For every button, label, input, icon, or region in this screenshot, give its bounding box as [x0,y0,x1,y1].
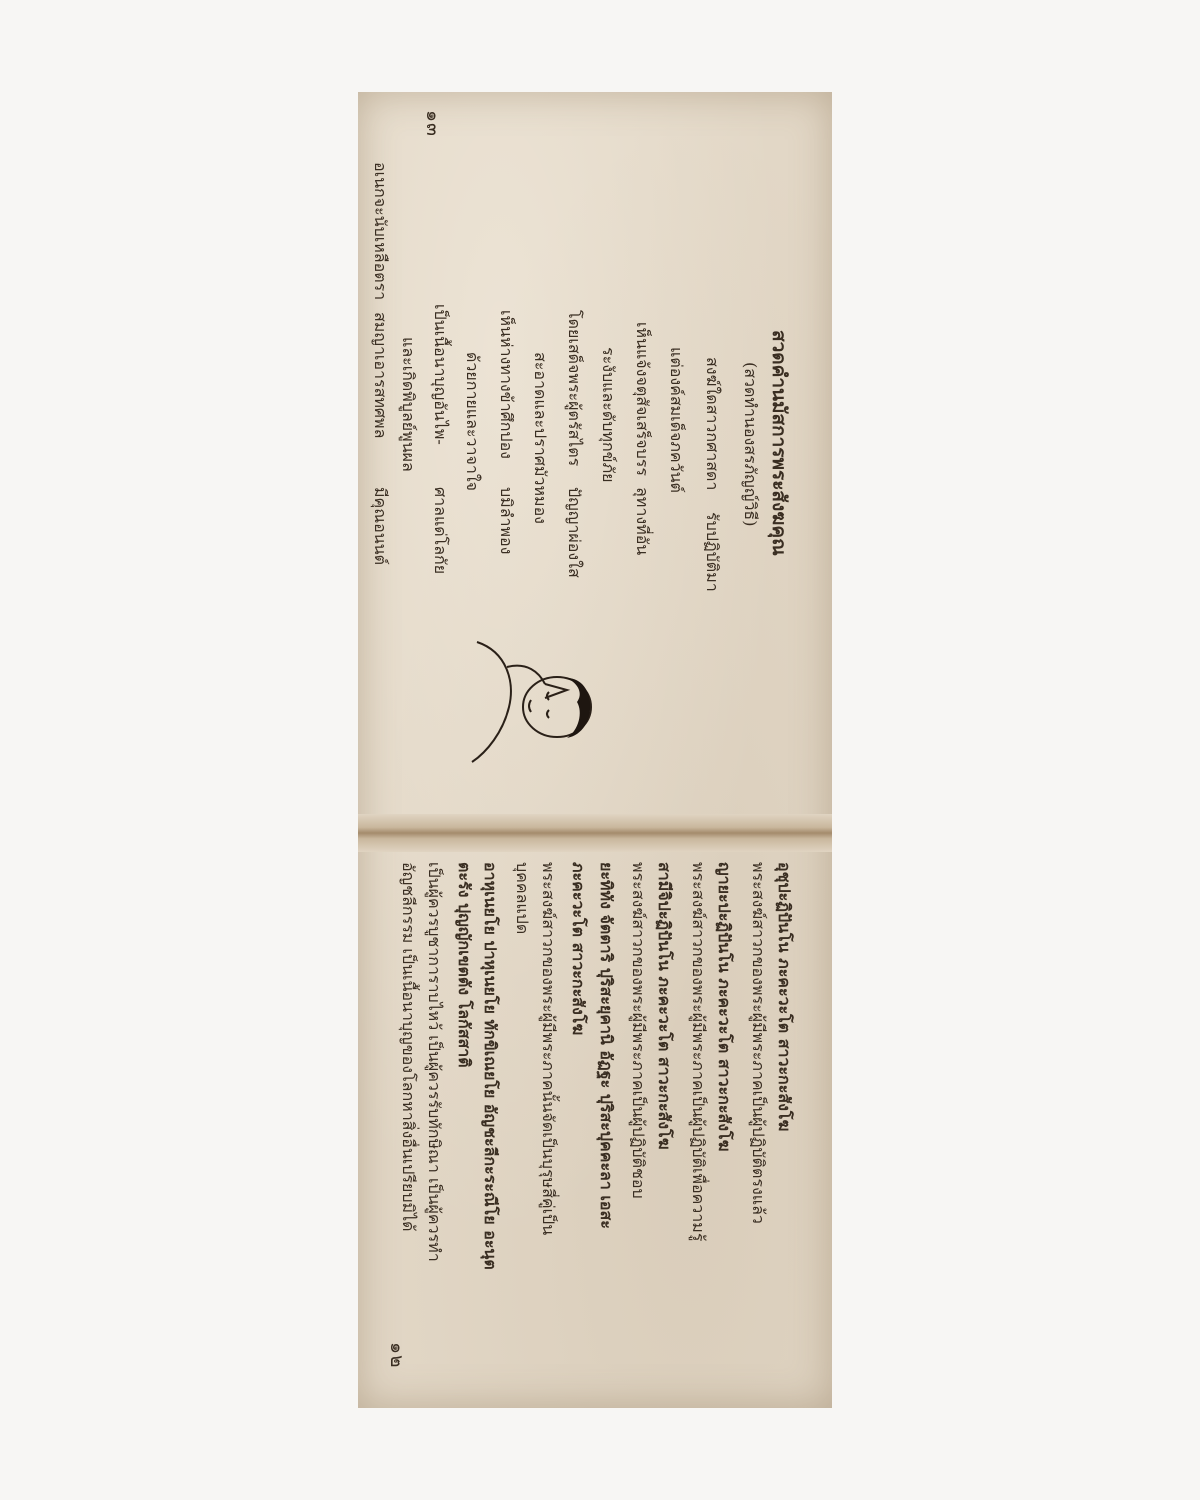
boy-praying-icon [467,612,627,772]
verse-line: เห็นแจ้งจตุสัจเสร็จบรร [633,322,652,476]
pali-line: อาหุเนยโย ปาหุเนยโย ทักขิเณยโย อัญชะลีกะระณีโย อะนุต [481,862,500,1270]
pali-line: ยะทิทัง จัตตาริ ปุริสะยุคานิ อัฏฐะ ปุริสะปุคคะลา เอสะ [597,862,616,1229]
page-number: ๑๓ [422,110,444,138]
verse-line: รับปฏิบัติมา [703,512,722,592]
verse-line: ลุทางที่อัน [633,487,652,556]
verse-line: อเนกจะนับเหลือตรา [371,162,390,301]
page-subtitle: (สวดทำนองสรภัญญ์วิธี) [741,362,760,527]
left-page [358,852,832,1408]
verse-line: โดยเสด็จพระผู้ตรัสไตร [565,310,584,467]
pali-line: ญายะปะฏิปันโน ภะคะวะโต สาวะกะสังโฆ [715,862,734,1152]
pali-line: อุชุปะฏิปันโน ภะคะวะโต สาวะกะสังโฆ [775,862,794,1132]
verse-line: ด้วยกายและวาจาใจ [463,352,482,492]
verse-line: มีคุณอนนต์ [371,487,390,565]
thai-line: พระสงฆ์สาวกของพระผู้มีพระภาคเป็นผู้ปฏิบัติตรงแล้ว [749,862,768,1224]
thai-line: พระสงฆ์สาวกของพระผู้มีพระภาคนั้นจัดเป็นบุรุษสี่คู่เป็น [539,862,558,1236]
thai-line: บุคคลแปด [513,862,532,935]
verse-line: เป็นเนื้อนาบุญอันไพ- [431,304,450,445]
thai-line: เป็นผู้ควรบูชาการาบไหว้ เป็นผู้ควรรับทักษิณา เป็นผู้ควรทำ [425,862,444,1262]
pali-line: สามีจิปะฏิปันโน ภะคะวะโต สาวะกะสังโฆ [655,862,674,1150]
page-title: สวดคำนมัสการพระสังฆคุณ [768,330,790,556]
page-number: ๑๒ [386,1342,408,1369]
thai-line: พระสงฆ์สาวกของพระผู้มีพระภาคเป็นผู้ปฏิบัติเพื่อความรู้ [689,862,708,1242]
verse-line: สมญาเอารสทศพล [371,312,390,439]
verse-line: บมิลำพอง [497,487,516,555]
verse-line: แต่องค์สมเด็จภควันต์ [667,347,686,493]
verse-line: ปัญญาผ่องใส [565,487,584,578]
thai-line: อัญชลีกรรม เป็นเนื้อนาบุญของโลกหาสิ่งอื่นเปรียบมิได้ [399,862,418,1232]
pali-line: ภะคะวะโต สาวะกะสังโฆ [569,862,588,1036]
pali-line: ตะรัง ปุญญักเขตตัง โลกัสสาติ [455,862,474,1068]
verse-line: สงฆ์ใดสาวกศาสดา [703,357,722,491]
book-gutter [358,814,832,852]
verse-line: และเกิดพิบูลย์พูนผล [399,337,418,472]
verse-line: เห็นห่างทางข้าศึกปอง [497,310,516,459]
open-book [358,92,832,1408]
right-page [358,92,832,814]
verse-line: ศาลแด่โลกัย [431,487,450,575]
verse-line: ระงับและดับทุกข์ภัย [599,347,618,483]
thai-line: พระสงฆ์สาวกของพระผู้มีพระภาคเป็นผู้ปฏิบัติชอบ [629,862,648,1199]
verse-line: สะอาดและปราศมัวหมอง [531,352,550,524]
